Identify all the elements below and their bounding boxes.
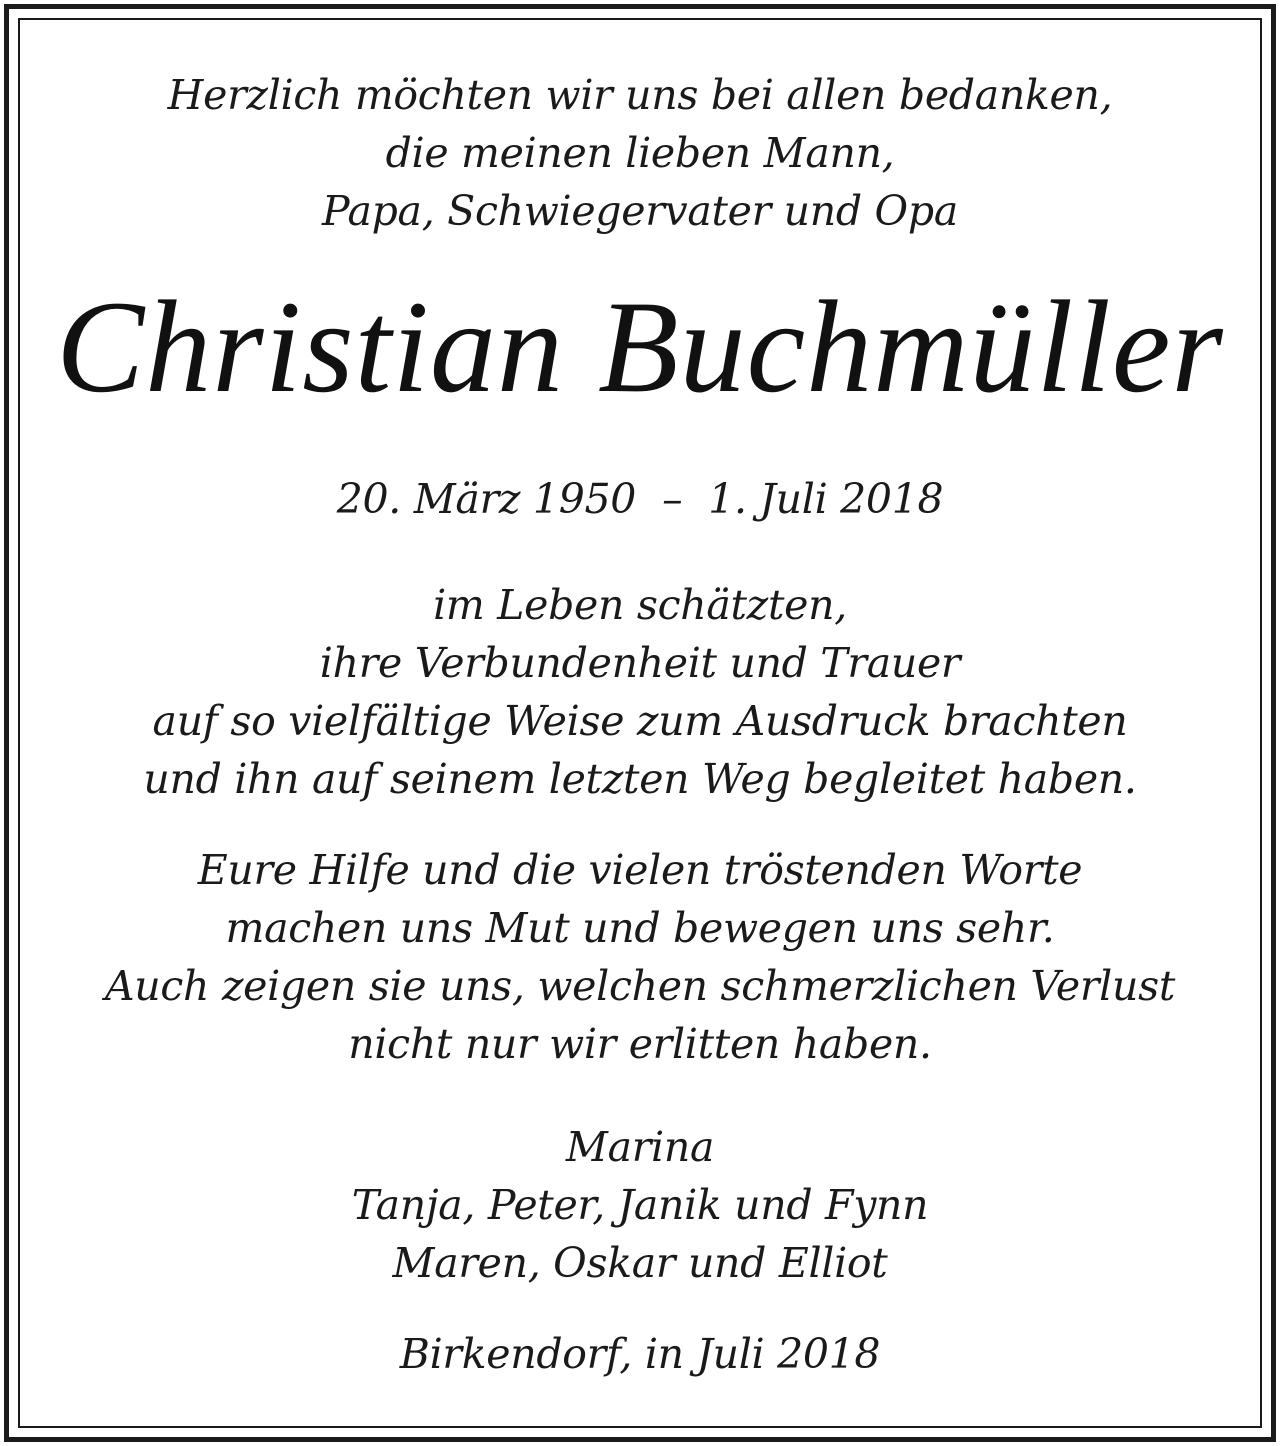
comfort-text <box>0 841 1280 1073</box>
family-signatures <box>0 1118 1280 1292</box>
death-date: 1. Juli 2018 <box>708 475 944 523</box>
birth-date: 20. März 1950 <box>336 475 637 523</box>
comfort-line: Eure Hilfe und die vielen tröstenden Worte <box>197 846 1083 894</box>
intro-text <box>0 66 1280 240</box>
intro-line: Papa, Schwiegervater und Opa <box>322 187 958 235</box>
family-line: Tanja, Peter, Janik und Fynn <box>351 1181 929 1229</box>
thanks-line: im Leben schätzten, <box>433 581 847 629</box>
comfort-line: machen uns Mut und bewegen uns sehr. <box>225 904 1055 952</box>
intro-line: die meinen lieben Mann, <box>385 129 895 177</box>
date-separator: – <box>662 475 683 523</box>
life-dates <box>0 470 1280 528</box>
deceased-name: Christian Buchmüller <box>56 273 1224 420</box>
thanks-line: ihre Verbundenheit und Trauer <box>319 639 961 687</box>
intro-line: Herzlich möchten wir uns bei allen bedanken, <box>167 71 1113 119</box>
comfort-line: Auch zeigen sie uns, welchen schmerzlichen Verlust <box>104 962 1176 1010</box>
closing-place-date <box>0 1325 1280 1383</box>
family-line: Marina <box>565 1123 715 1171</box>
thanks-line: und ihn auf seinem letzten Weg begleitet haben. <box>143 755 1137 803</box>
thanks-text <box>0 576 1280 808</box>
thanks-line: auf so vielfältige Weise zum Ausdruck brachten <box>152 697 1128 745</box>
place-date: Birkendorf, in Juli 2018 <box>399 1330 881 1378</box>
family-line: Maren, Oskar und Elliot <box>392 1239 888 1287</box>
comfort-line: nicht nur wir erlitten haben. <box>348 1020 932 1068</box>
